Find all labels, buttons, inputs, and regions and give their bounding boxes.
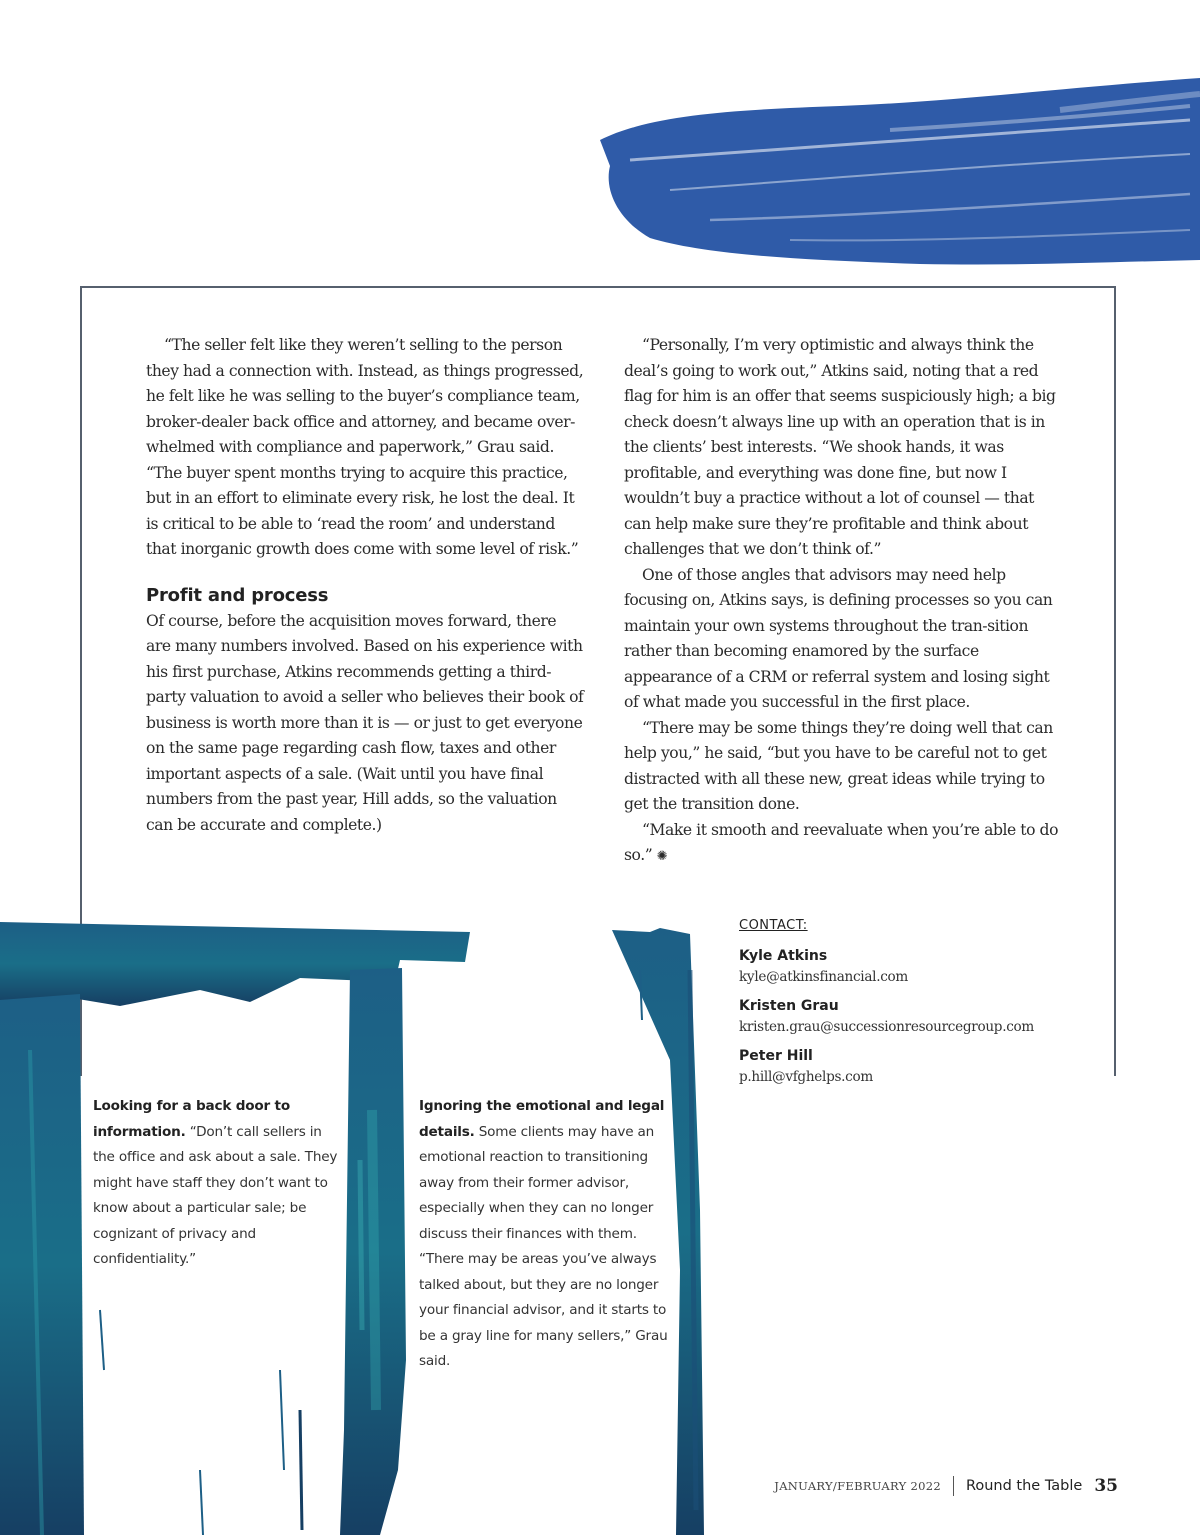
tip-body: “Don’t call sellers in the office and ask about a sale. They might have staff they don’t want to know about a particular sale; be cognizant of privacy and confidentiality.” [93,1123,338,1267]
closing-quote: “Make it smooth and reevaluate when you’re able to do so.” [624,820,1059,864]
contact-entry [739,1046,1099,1088]
contact-email[interactable]: kristen.grau@successionresourcegroup.com [739,1019,1035,1035]
article-paragraph: One of those angles that advisors may need help focusing on, Atkins says, is defining processes so you can maintain your own systems throughout the tran-sition rather than becoming enamored by the surface appearance of a CRM or referral system and losing sight of what made you successful in the first place. [624,565,1053,711]
article-paragraph: Of course, before the acquisition moves forward, there are many numbers involved. Based on his experience with his first purchase, Atkins recommends getting a third-party valuation to avoid a seller who believes their book of business is worth more than it is — or just to get everyone on the same page regarding cash flow, taxes and other important aspects of a sale. (Wait until you have final numbers from the past year, Hill adds, so the valuation can be accurate and complete.) [146,611,584,834]
article-column-right [624,333,1062,870]
tip-box-back-door [93,1094,338,1273]
tip-title: Ignoring the emotional and legal details. [419,1098,665,1140]
contact-name: Kyle Atkins [739,948,828,964]
article-paragraph [624,818,1062,870]
tip-title: Looking for a back door to information. [93,1098,290,1140]
contact-entry [739,946,1099,988]
issue-date: JANUARY/FEBRUARY 2022 [774,1479,941,1493]
contact-name: Kristen Grau [739,998,839,1014]
contact-name: Peter Hill [739,1048,813,1064]
magazine-name: Round the Table [965,1478,1083,1494]
tip-box-emotional-legal [419,1094,671,1375]
page-footer [774,1474,1118,1498]
article-column-left [146,333,584,838]
article-paragraph: “Personally, I’m very optimistic and always think the deal’s going to work out,” Atkins said, noting that a red flag for him is an offer that seems suspiciously high; a big check doesn’t always line up with an operation that is in the clients’ best interests. “We shook hands, it was profitable, and everything was done fine, but now I wouldn’t buy a practice without a lot of counsel — that can help make sure they’re profitable and think about challenges that we don’t think of.” [624,336,1056,558]
section-heading: Profit and process [146,584,329,606]
footer-divider [953,1476,954,1496]
article-paragraph: “The seller felt like they weren’t selling to the person they had a connection with. Instead, as things progressed, he felt like he was selling to the buyer’s compliance team, broker-dealer back office and attorney, and became over-whelmed with compliance and paperwork,” Grau said. “The buyer spent months trying to acquire this practice, but in an effort to eliminate every risk, he lost the deal. It is critical to be able to ‘read the room’ and understand that inorganic growth does come with some level of risk.” [146,336,584,558]
tip-body: Some clients may have an emotional reaction to transitioning away from their former advisor, especially when they can no longer discuss their finances with them. “There may be areas you’ve always talked about, but they are no longer your financial advisor, and it starts to be a gray line for many sellers,” Grau said. [419,1123,668,1369]
contact-block [739,914,1099,1096]
contact-email[interactable]: kyle@atkinsfinancial.com [739,969,909,985]
contact-email[interactable]: p.hill@vfghelps.com [739,1069,873,1085]
page-number: 35 [1094,1476,1118,1496]
article-paragraph: “There may be some things they’re doing well that can help you,” he said, “but you have to be careful not to get distracted with all these new, great ideas while trying to get the transition done. [624,718,1053,813]
end-mark-icon: ✺ [656,849,668,864]
blue-brush-stroke-decoration [590,70,1200,280]
contact-heading: CONTACT: [739,918,808,933]
contact-entry [739,996,1099,1038]
